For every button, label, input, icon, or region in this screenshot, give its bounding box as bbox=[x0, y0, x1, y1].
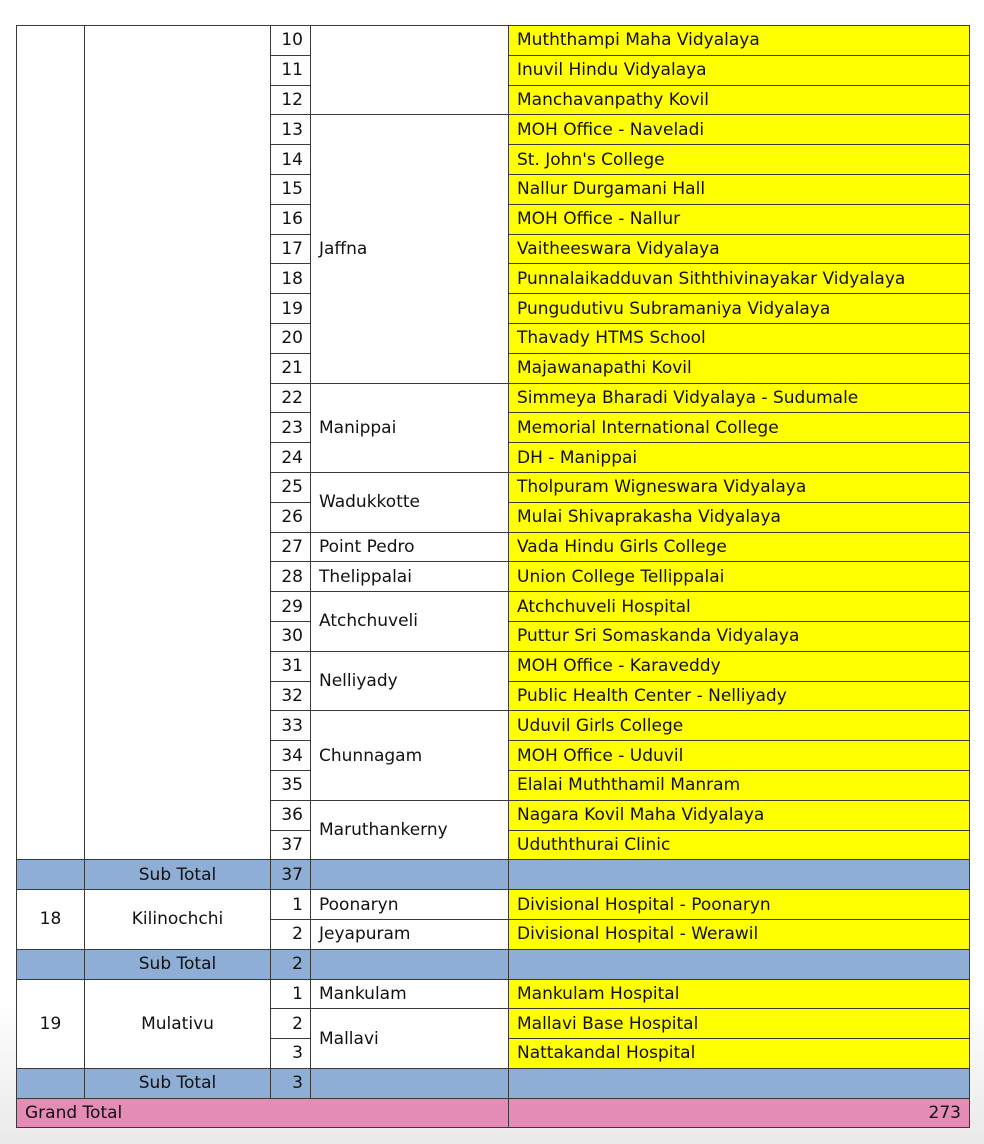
center-name: Nallur Durgamani Hall bbox=[509, 174, 970, 204]
row-no: 29 bbox=[271, 592, 311, 622]
moh-area-jaffna: Jaffna bbox=[311, 115, 509, 383]
center-name: Vada Hindu Girls College bbox=[509, 532, 970, 562]
row-no: 28 bbox=[271, 562, 311, 592]
center-name: Manchavanpathy Kovil bbox=[509, 85, 970, 115]
subtotal-blank bbox=[17, 949, 85, 979]
moh-area-chunnagam: Chunnagam bbox=[311, 711, 509, 800]
moh-area-manippai: Manippai bbox=[311, 383, 509, 472]
row-no: 17 bbox=[271, 234, 311, 264]
center-name: Atchchuveli Hospital bbox=[509, 592, 970, 622]
moh-area: Jeyapuram bbox=[311, 919, 509, 949]
district-name-cell bbox=[85, 26, 271, 860]
row-no: 18 bbox=[271, 264, 311, 294]
subtotal-blank bbox=[311, 1068, 509, 1098]
row-no: 25 bbox=[271, 472, 311, 502]
center-name: Punnalaikadduvan Siththivinayakar Vidyalaya bbox=[509, 264, 970, 294]
table-row bbox=[17, 979, 970, 1009]
row-no: 14 bbox=[271, 145, 311, 175]
row-no: 10 bbox=[271, 26, 311, 56]
grand-total-value: 273 bbox=[509, 1098, 970, 1128]
district-no-cell bbox=[17, 26, 85, 860]
center-name: Mallavi Base Hospital bbox=[509, 1009, 970, 1039]
subtotal-blank bbox=[17, 1068, 85, 1098]
row-no: 30 bbox=[271, 621, 311, 651]
row-no: 15 bbox=[271, 174, 311, 204]
center-name: Uduvil Girls College bbox=[509, 711, 970, 741]
district-no: 19 bbox=[17, 979, 85, 1068]
moh-area-point-pedro: Point Pedro bbox=[311, 532, 509, 562]
row-no: 23 bbox=[271, 413, 311, 443]
row-no: 16 bbox=[271, 204, 311, 234]
subtotal-row bbox=[17, 1068, 970, 1098]
row-no: 1 bbox=[271, 890, 311, 920]
subtotal-label: Sub Total bbox=[85, 860, 271, 890]
moh-area-atchchuveli: Atchchuveli bbox=[311, 592, 509, 652]
center-name: Nattakandal Hospital bbox=[509, 1039, 970, 1069]
moh-area-cell bbox=[311, 26, 509, 115]
moh-area-wadukkotte: Wadukkotte bbox=[311, 472, 509, 532]
subtotal-blank bbox=[509, 1068, 970, 1098]
row-no: 1 bbox=[271, 979, 311, 1009]
grand-total-label: Grand Total bbox=[17, 1098, 509, 1128]
center-name: Puttur Sri Somaskanda Vidyalaya bbox=[509, 621, 970, 651]
row-no: 37 bbox=[271, 830, 311, 860]
row-no: 11 bbox=[271, 55, 311, 85]
grand-total-row bbox=[17, 1098, 970, 1128]
row-no: 21 bbox=[271, 353, 311, 383]
row-no: 20 bbox=[271, 323, 311, 353]
table-row bbox=[17, 26, 970, 56]
moh-area-maruthankerny: Maruthankerny bbox=[311, 800, 509, 860]
center-name: Simmeya Bharadi Vidyalaya - Sudumale bbox=[509, 383, 970, 413]
center-name: St. John's College bbox=[509, 145, 970, 175]
center-name: MOH Office - Nallur bbox=[509, 204, 970, 234]
row-no: 27 bbox=[271, 532, 311, 562]
row-no: 24 bbox=[271, 443, 311, 473]
center-name: Inuvil Hindu Vidyalaya bbox=[509, 55, 970, 85]
district-no: 18 bbox=[17, 890, 85, 950]
center-name: Muththampi Maha Vidyalaya bbox=[509, 26, 970, 56]
moh-area: Mallavi bbox=[311, 1009, 509, 1069]
moh-area: Mankulam bbox=[311, 979, 509, 1009]
subtotal-label: Sub Total bbox=[85, 949, 271, 979]
vaccination-centers-table bbox=[16, 25, 970, 1128]
center-name: Elalai Muththamil Manram bbox=[509, 770, 970, 800]
center-name: Vaitheeswara Vidyalaya bbox=[509, 234, 970, 264]
subtotal-blank bbox=[17, 860, 85, 890]
row-no: 26 bbox=[271, 502, 311, 532]
row-no: 35 bbox=[271, 770, 311, 800]
table-row bbox=[17, 890, 970, 920]
center-name: Uduththurai Clinic bbox=[509, 830, 970, 860]
center-name: Mankulam Hospital bbox=[509, 979, 970, 1009]
subtotal-label: Sub Total bbox=[85, 1068, 271, 1098]
center-name: Mulai Shivaprakasha Vidyalaya bbox=[509, 502, 970, 532]
district-name: Mulativu bbox=[85, 979, 271, 1068]
center-name: Divisional Hospital - Poonaryn bbox=[509, 890, 970, 920]
row-no: 31 bbox=[271, 651, 311, 681]
subtotal-blank bbox=[311, 860, 509, 890]
district-name: Kilinochchi bbox=[85, 890, 271, 950]
row-no: 2 bbox=[271, 1009, 311, 1039]
center-name: Union College Tellippalai bbox=[509, 562, 970, 592]
center-name: DH - Manippai bbox=[509, 443, 970, 473]
center-name: Majawanapathi Kovil bbox=[509, 353, 970, 383]
row-no: 22 bbox=[271, 383, 311, 413]
subtotal-blank bbox=[509, 949, 970, 979]
center-name: Thavady HTMS School bbox=[509, 323, 970, 353]
moh-area-nelliyady: Nelliyady bbox=[311, 651, 509, 711]
subtotal-row bbox=[17, 860, 970, 890]
subtotal-value: 2 bbox=[271, 949, 311, 979]
center-name: Divisional Hospital - Werawil bbox=[509, 919, 970, 949]
row-no: 19 bbox=[271, 294, 311, 324]
subtotal-value: 3 bbox=[271, 1068, 311, 1098]
subtotal-row bbox=[17, 949, 970, 979]
subtotal-blank bbox=[311, 949, 509, 979]
row-no: 13 bbox=[271, 115, 311, 145]
center-name: MOH Office - Naveladi bbox=[509, 115, 970, 145]
subtotal-value: 37 bbox=[271, 860, 311, 890]
center-name: MOH Office - Uduvil bbox=[509, 741, 970, 771]
center-name: Nagara Kovil Maha Vidyalaya bbox=[509, 800, 970, 830]
row-no: 34 bbox=[271, 741, 311, 771]
row-no: 33 bbox=[271, 711, 311, 741]
row-no: 3 bbox=[271, 1039, 311, 1069]
row-no: 32 bbox=[271, 681, 311, 711]
row-no: 2 bbox=[271, 919, 311, 949]
center-name: Memorial International College bbox=[509, 413, 970, 443]
subtotal-blank bbox=[509, 860, 970, 890]
row-no: 36 bbox=[271, 800, 311, 830]
moh-area-thelippalai: Thelippalai bbox=[311, 562, 509, 592]
center-name: Public Health Center - Nelliyady bbox=[509, 681, 970, 711]
center-name: Tholpuram Wigneswara Vidyalaya bbox=[509, 472, 970, 502]
row-no: 12 bbox=[271, 85, 311, 115]
moh-area: Poonaryn bbox=[311, 890, 509, 920]
center-name: MOH Office - Karaveddy bbox=[509, 651, 970, 681]
center-name: Pungudutivu Subramaniya Vidyalaya bbox=[509, 294, 970, 324]
